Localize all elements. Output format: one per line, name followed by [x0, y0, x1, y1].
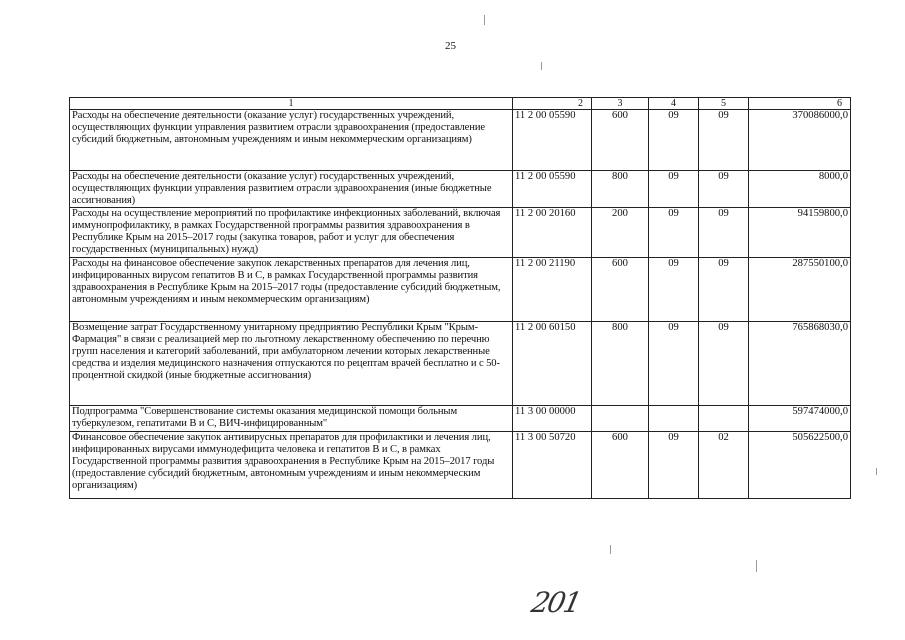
- table-row: [70, 258, 851, 322]
- scan-speck: [541, 62, 542, 70]
- row-pr: 09: [699, 110, 749, 171]
- row-amount: 597474000,0: [749, 406, 851, 432]
- column-header-name: 1: [70, 98, 513, 110]
- row-rz: 09: [649, 110, 699, 171]
- table-row: [70, 322, 851, 406]
- row-vr: 800: [592, 171, 649, 208]
- row-csr: 11 2 00 05590: [513, 110, 592, 171]
- row-amount: 370086000,0: [749, 110, 851, 171]
- row-pr: [699, 406, 749, 432]
- page-number: 25: [445, 40, 456, 52]
- row-pr: 09: [699, 208, 749, 258]
- row-pr: 09: [699, 258, 749, 322]
- row-amount: 94159800,0: [749, 208, 851, 258]
- row-name: Расходы на обеспечение деятельности (оказание услуг) государственных учреждений, осуществляющих функции управления развитием отрасли здравоохранения (иные бюджетные ассигнования): [70, 171, 513, 208]
- row-pr: 02: [699, 432, 749, 499]
- row-name: Подпрограмма "Совершенствование системы оказания медицинской помощи больным туберкулезом, гепатитами В и С, ВИЧ-инфицированным": [70, 406, 513, 432]
- row-pr: 09: [699, 171, 749, 208]
- row-csr: 11 2 00 21190: [513, 258, 592, 322]
- column-header-csr: 2: [513, 98, 592, 110]
- row-vr: 200: [592, 208, 649, 258]
- scan-speck: [610, 545, 611, 554]
- row-pr: 09: [699, 322, 749, 406]
- row-name: Финансовое обеспечение закупок антивирусных препаратов для профилактики и лечения лиц, инфицированных вирусами иммунодефицита человека и гепатитов В и С, в рамках Государственной программы развития здравоохранения в Республике Крым на 2015–2017 годы (предоставление субсидий бюджетным, автономным учреждениям и иным некоммерческим организациям): [70, 432, 513, 499]
- row-csr: 11 2 00 20160: [513, 208, 592, 258]
- column-header-amount: 6: [749, 98, 851, 110]
- column-header-rz: 4: [649, 98, 699, 110]
- row-csr: 11 3 00 50720: [513, 432, 592, 499]
- row-csr: 11 2 00 60150: [513, 322, 592, 406]
- table-row: [70, 171, 851, 208]
- handwritten-page-mark: 201: [528, 586, 583, 619]
- scan-speck: [876, 468, 877, 475]
- row-amount: 505622500,0: [749, 432, 851, 499]
- row-amount: 8000,0: [749, 171, 851, 208]
- row-vr: 600: [592, 110, 649, 171]
- column-header-pr: 5: [699, 98, 749, 110]
- table-row: [70, 406, 851, 432]
- row-vr: 800: [592, 322, 649, 406]
- row-vr: [592, 406, 649, 432]
- row-name: Расходы на финансовое обеспечение закупок лекарственных препаратов для лечения лиц, инфицированных вирусом гепатитов В и С, в рамках Государственной программы развития здравоохранения в Республике Крым на 2015–2017 годы (предоставление субсидий бюджетным, автономным учреждениям и иным некоммерческим организациям): [70, 258, 513, 322]
- row-name: Расходы на обеспечение деятельности (оказание услуг) государственных учреждений, осуществляющих функции управления развитием отрасли здравоохранения (предоставление субсидий бюджетным, автономным учреждениям и иным некоммерческим организациям): [70, 110, 513, 171]
- table-row: [70, 208, 851, 258]
- row-rz: 09: [649, 208, 699, 258]
- row-amount: 287550100,0: [749, 258, 851, 322]
- table-row: [70, 110, 851, 171]
- row-rz: 09: [649, 171, 699, 208]
- row-name: Возмещение затрат Государственному унитарному предприятию Республики Крым "Крым-Фармация" в связи с реализацией мер по льготному лекарственному обеспечению по перечню групп населения и категорий заболеваний, при амбулаторном лечении которых лекарственные средства и изделия медицинского назначения отпускаются по рецептам врачей бесплатно и с 50-процентной скидкой (иные бюджетные ассигнования): [70, 322, 513, 406]
- table-header-row: [70, 98, 851, 110]
- row-rz: [649, 406, 699, 432]
- budget-table: [69, 97, 851, 499]
- row-rz: 09: [649, 322, 699, 406]
- row-amount: 765868030,0: [749, 322, 851, 406]
- row-vr: 600: [592, 258, 649, 322]
- row-csr: 11 2 00 05590: [513, 171, 592, 208]
- scan-speck: [484, 15, 485, 25]
- scan-speck: [756, 560, 757, 572]
- table-row: [70, 432, 851, 499]
- row-vr: 600: [592, 432, 649, 499]
- row-rz: 09: [649, 258, 699, 322]
- column-header-vr: 3: [592, 98, 649, 110]
- row-name: Расходы на осуществление мероприятий по профилактике инфекционных заболеваний, включая иммунопрофилактику, в рамках Государственной программы развития здравоохранения в Республике Крым на 2015–2017 годы (закупка товаров, работ и услуг для обеспечения государственных (муниципальных) нужд): [70, 208, 513, 258]
- row-rz: 09: [649, 432, 699, 499]
- row-csr: 11 3 00 00000: [513, 406, 592, 432]
